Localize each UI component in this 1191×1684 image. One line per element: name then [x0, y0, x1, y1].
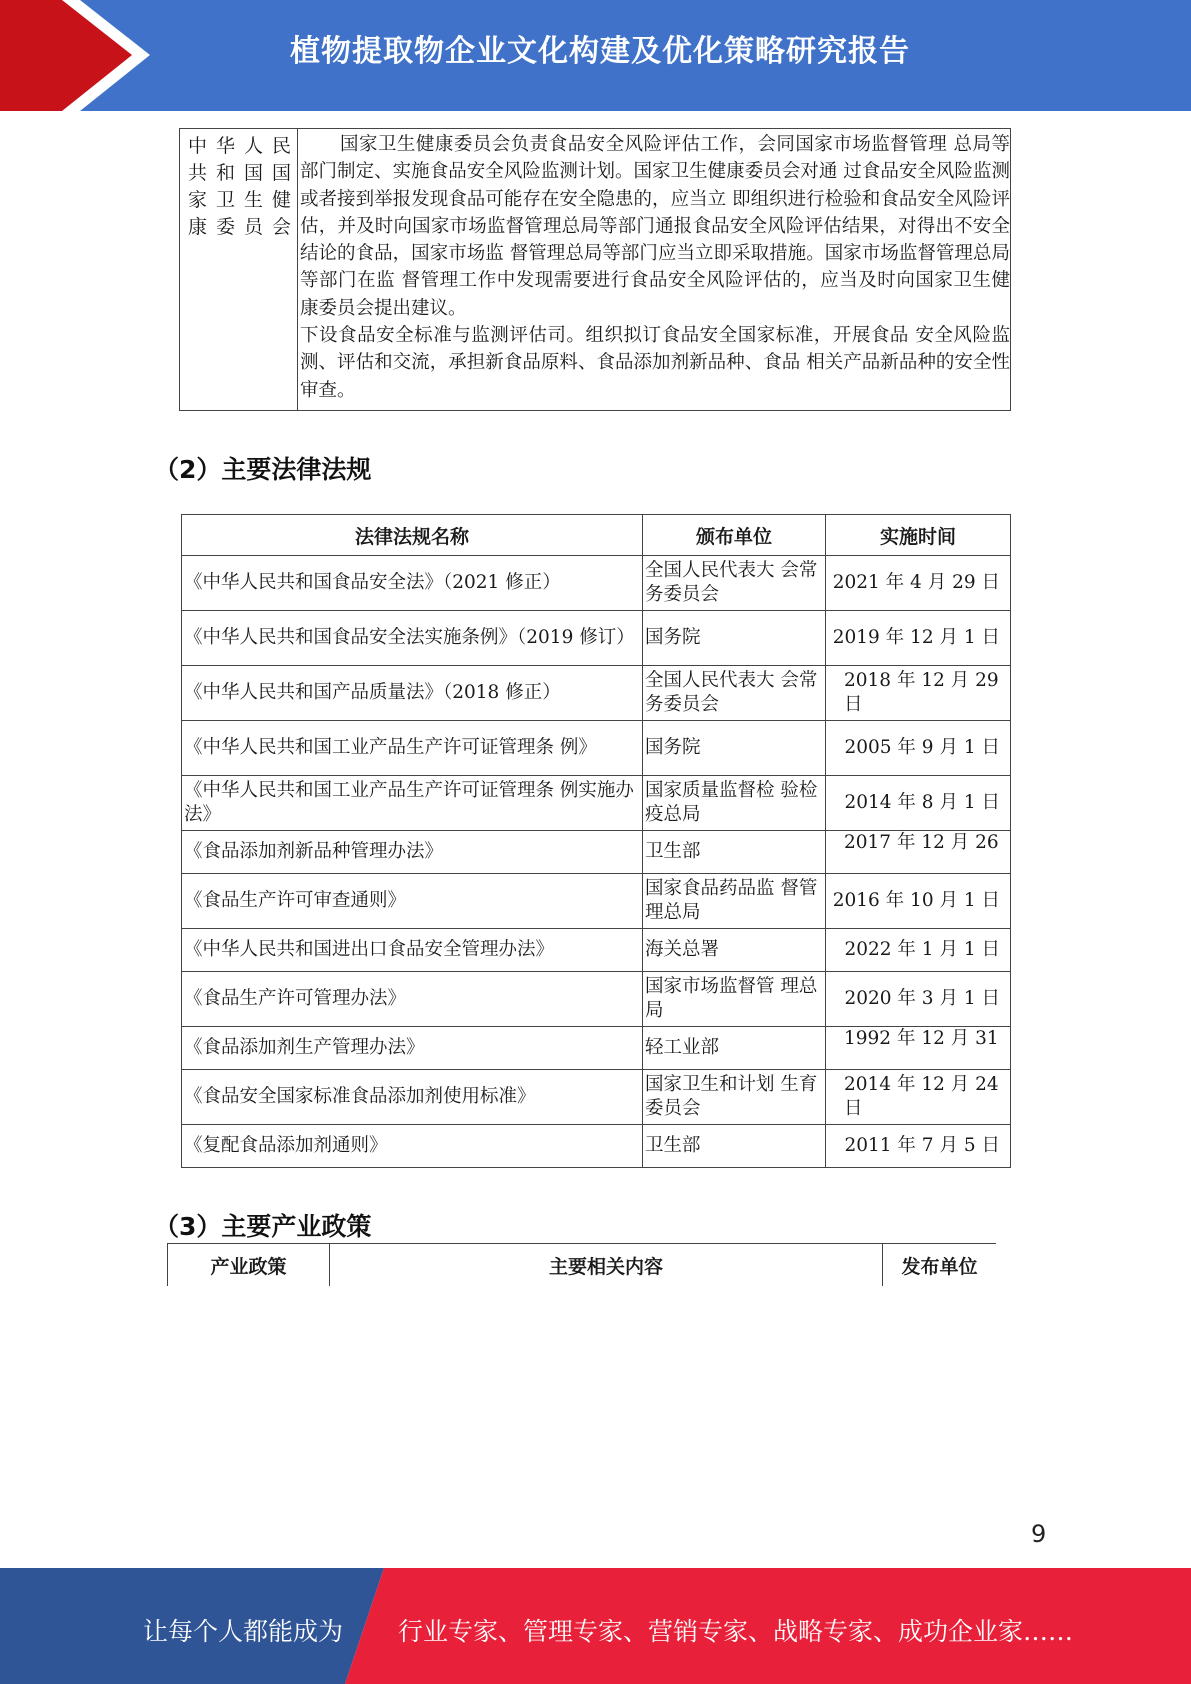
table-row	[182, 666, 1011, 721]
issuing-unit: 卫生部	[643, 1125, 826, 1168]
law-name: 《食品安全国家标准食品添加剂使用标准》	[182, 1070, 643, 1125]
law-name: 《中华人民共和国进出口食品安全管理办法》	[182, 929, 643, 972]
column-header-publisher: 发布单位	[882, 1244, 996, 1286]
issuing-unit: 国家食品药品监 督管理总局	[643, 874, 826, 929]
agency-name-cell	[180, 129, 298, 410]
effective-date: 2019 年 12 月 1 日	[826, 611, 1011, 666]
table-row	[182, 1125, 1011, 1168]
table-row	[182, 556, 1011, 611]
footer-slogan-left: 让每个人都能成为	[143, 1617, 344, 1646]
table-row	[182, 1027, 1011, 1070]
agency-description-paragraph: 国家卫生健康委员会负责食品安全风险评估工作，会同国家市场监督管理 总局等部门制定、实施食品安全风险监测计划。国家卫生健康委员会对通 过食品安全风险监测或者接到举报发现食品可能存在安全隐患的，应当立 即组织进行检验和食品安全风险评估，并及时向国家市场监督管理总局等部门通报食品安全风险评估结果，对得出不安全结论的食品，国家市场监 督管理总局等部门应当立即采取措施。国家市场监督管理总局等部门在监 督管理工作中发现需要进行食品安全风险评估的，应当及时向国家卫生健 康委员会提出建议。	[300, 134, 1010, 319]
table-row	[182, 721, 1011, 776]
page-number: 9	[1031, 1520, 1047, 1548]
column-header-date: 实施时间	[826, 515, 1011, 556]
law-name: 《中华人民共和国工业产品生产许可证管理条 例实施办法》	[182, 776, 643, 831]
agency-table	[179, 128, 1011, 411]
footer-slogan-right: 行业专家、管理专家、营销专家、战略专家、成功企业家……	[398, 1617, 1074, 1646]
effective-date: 2005 年 9 月 1 日	[826, 721, 1011, 776]
section-heading-laws: （2）主要法律法规	[154, 455, 372, 484]
page-footer	[0, 1568, 1191, 1684]
agency-description-paragraph: 下设食品安全标准与监测评估司。组织拟订食品安全国家标准，开展食品 安全风险监测、评估和交流，承担新食品原料、食品添加剂新品种、食品 相关产品新品种的安全性审查。	[300, 325, 1010, 401]
table-row	[182, 1070, 1011, 1125]
law-name: 《中华人民共和国食品安全法》（2021 修正）	[182, 556, 643, 611]
table-row	[182, 776, 1011, 831]
law-name: 《食品生产许可管理办法》	[182, 972, 643, 1027]
effective-date: 2018 年 12 月 29 日	[826, 666, 1011, 721]
agency-name-line: 家卫生健	[188, 189, 293, 211]
laws-table-header-row	[182, 515, 1011, 556]
issuing-unit: 国家卫生和计划 生育委员会	[643, 1070, 826, 1125]
agency-description-cell	[298, 129, 1010, 410]
effective-date: 2022 年 1 月 1 日	[826, 929, 1011, 972]
issuing-unit: 全国人民代表大 会常务委员会	[643, 556, 826, 611]
effective-date: 2014 年 12 月 24 日	[826, 1070, 1011, 1125]
column-header-content: 主要相关内容	[329, 1244, 882, 1286]
law-name: 《食品生产许可审查通则》	[182, 874, 643, 929]
issuing-unit: 国家质量监督检 验检疫总局	[643, 776, 826, 831]
effective-date: 2020 年 3 月 1 日	[826, 972, 1011, 1027]
column-header-unit: 颁布单位	[643, 515, 826, 556]
policy-table-header	[167, 1243, 996, 1286]
effective-date: 2014 年 8 月 1 日	[826, 776, 1011, 831]
document-title: 植物提取物企业文化构建及优化策略研究报告	[290, 34, 910, 69]
agency-name-line: 康委员会	[188, 216, 293, 238]
red-arrow-shape	[0, 0, 150, 111]
agency-name-line: 共和国国	[188, 162, 293, 184]
law-name: 《中华人民共和国食品安全法实施条例》（2019 修订）	[182, 611, 643, 666]
effective-date: 1992 年 12 月 31	[826, 1027, 1011, 1070]
column-header-name: 法律法规名称	[182, 515, 643, 556]
law-name: 《复配食品添加剂通则》	[182, 1125, 643, 1168]
table-row	[182, 831, 1011, 874]
table-row	[182, 874, 1011, 929]
law-name: 《食品添加剂生产管理办法》	[182, 1027, 643, 1070]
section-heading-policies: （3）主要产业政策	[154, 1212, 372, 1241]
table-row	[182, 972, 1011, 1027]
table-row	[182, 611, 1011, 666]
issuing-unit: 卫生部	[643, 831, 826, 874]
issuing-unit: 轻工业部	[643, 1027, 826, 1070]
issuing-unit: 海关总署	[643, 929, 826, 972]
effective-date: 2016 年 10 月 1 日	[826, 874, 1011, 929]
law-name: 《中华人民共和国产品质量法》（2018 修正）	[182, 666, 643, 721]
column-header-policy: 产业政策	[167, 1244, 329, 1286]
agency-name-line: 中华人民	[188, 135, 293, 157]
page-header	[0, 0, 1191, 111]
laws-table	[181, 514, 1011, 1168]
effective-date: 2017 年 12 月 26	[826, 831, 1011, 874]
effective-date: 2011 年 7 月 5 日	[826, 1125, 1011, 1168]
law-name: 《中华人民共和国工业产品生产许可证管理条 例》	[182, 721, 643, 776]
issuing-unit: 国务院	[643, 721, 826, 776]
table-row	[182, 929, 1011, 972]
issuing-unit: 全国人民代表大 会常务委员会	[643, 666, 826, 721]
effective-date: 2021 年 4 月 29 日	[826, 556, 1011, 611]
issuing-unit: 国务院	[643, 611, 826, 666]
issuing-unit: 国家市场监督管 理总局	[643, 972, 826, 1027]
law-name: 《食品添加剂新品种管理办法》	[182, 831, 643, 874]
